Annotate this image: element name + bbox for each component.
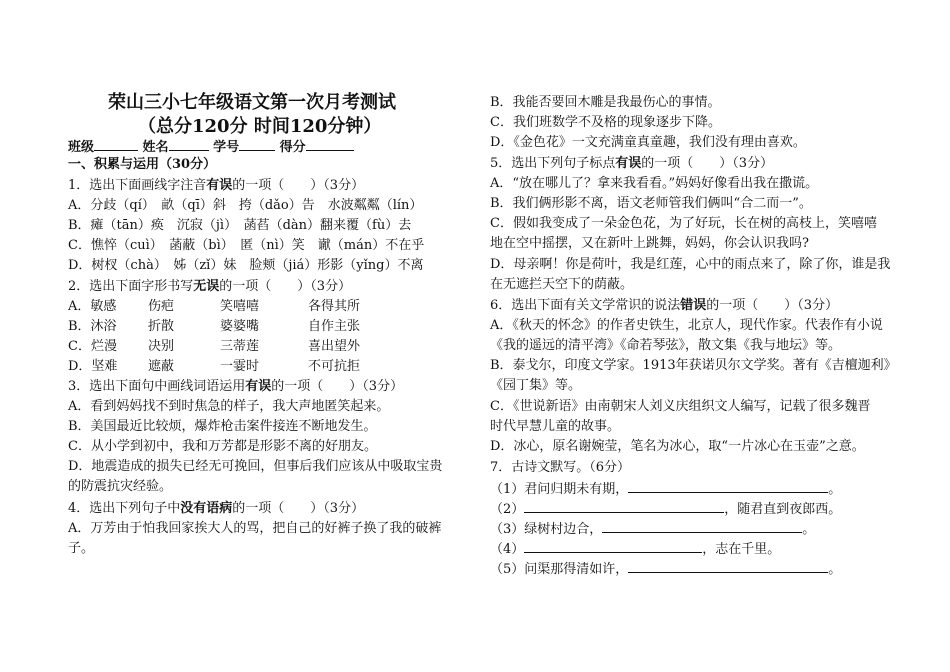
q6-option-c-cont: 时代早慧儿童的故事。 <box>490 419 621 434</box>
q5-option-a[interactable]: A．“放在哪儿了？拿来我看看。”妈妈好像看出我在撒谎。 <box>490 176 819 191</box>
q4-option-a[interactable]: A．万芳由于怕我回家挨大人的骂，把自己的好裤子换了我的破裤 <box>68 521 442 536</box>
q5-option-c[interactable]: C．假如我变成了一朵金色花，为了好玩，长在树的高枝上，笑嘻嘻 <box>490 216 877 231</box>
score-field[interactable] <box>306 137 354 151</box>
q4-option-a-cont: 子。 <box>68 541 95 556</box>
q1-option-c[interactable]: C．憔悴（cuì） 菡蔽（bì） 匿（nì）笑 谳（mán）不在乎 <box>68 238 425 253</box>
q1-option-a[interactable]: A．分歧（qí） 畝（qī）斜 挎（dǎo）告 水波粼粼（lín） <box>68 198 423 213</box>
q7-line-4: （4） ，志在千里。 <box>490 539 780 557</box>
q4-option-b[interactable]: B．我能否要回木雕是我最伤心的事情。 <box>490 95 721 110</box>
exam-title: 荣山三小七年级语文第一次月考测试 <box>108 92 396 113</box>
q2-option-d[interactable]: D．坚难 遮蔽 一霎时 不可抗拒 <box>68 359 361 374</box>
q2-stem: 2．选出下面字形书写无误的一项（ ）（3分） <box>68 279 352 294</box>
number-label: 学号 <box>213 140 240 155</box>
q6-option-a-cont: 《我的遥远的清平湾》《命若琴弦》，散文集《我与地坛》等。 <box>490 338 842 353</box>
q7-answer-2[interactable] <box>524 499 724 513</box>
q3-option-c[interactable]: C．从小学到初中，我和万芳都是形影不离的好朋友。 <box>68 439 377 454</box>
q7-answer-5[interactable] <box>628 559 828 573</box>
score-label: 得分 <box>279 140 306 155</box>
q2-option-b[interactable]: B．沐浴 折散 婆婆嘴 自作主张 <box>68 319 361 334</box>
q7-answer-3[interactable] <box>602 519 802 533</box>
q7-line-2: （2） ，随君直到夜郎西。 <box>490 499 841 517</box>
q6-option-c[interactable]: C．《世说新语》由南朝宋人刘义庆组织文人编写，记载了很多魏晋 <box>490 399 871 414</box>
q6-option-d[interactable]: D．冰心，原名谢婉莹，笔名为冰心，取“一片冰心在玉壶”之意。 <box>490 439 865 454</box>
q5-option-b[interactable]: B．我们俩形影不离，语文老师管我们俩叫“合二而一”。 <box>490 196 812 211</box>
q7-answer-1[interactable] <box>628 479 828 493</box>
q3-option-d-cont: 的防震抗灾经验。 <box>68 479 173 494</box>
q7-line-5: （5）问渠那得清如许， 。 <box>490 559 841 577</box>
number-field[interactable] <box>239 137 275 151</box>
q4-option-d[interactable]: D．《金色花》一文充满童真童趣，我们没有理由喜欢。 <box>490 135 806 150</box>
section-heading: 一、积累与运用（30分） <box>68 157 217 172</box>
exam-subtitle: （总分120分 时间120分钟） <box>138 116 382 137</box>
q6-option-b-cont: 《园丁集》等。 <box>490 378 582 393</box>
q7-line-1: （1）君问归期未有期， 。 <box>490 479 841 497</box>
q1-stem: 1．选出下面画线字注音有误的一项（ ）（3分） <box>68 178 365 193</box>
q5-option-c-cont: 地在空中摇摆，又在新叶上跳舞，妈妈，你会认识我吗? <box>490 236 809 251</box>
q4-stem: 4．选出下列句子中没有语病的一项（ ）（3分） <box>68 501 365 516</box>
q5-option-d-cont: 在无遮拦天空下的荫蔽。 <box>490 277 634 292</box>
class-field[interactable] <box>94 137 138 151</box>
q4-option-c[interactable]: C．我们班数学不及格的现象逐步下降。 <box>490 115 721 130</box>
q1-option-b[interactable]: B．瘫（tān）痪 沉寂（jì） 菡萏（dàn）翻来覆（fù）去 <box>68 218 412 233</box>
q6-option-b[interactable]: B．泰戈尔，印度文学家。1913年获诺贝尔文学奖。著有《吉檀迦利》 <box>490 358 897 373</box>
q5-stem: 5．选出下列句子标点有误的一项（ ）（3分） <box>490 156 774 171</box>
class-label: 班级 <box>68 140 95 155</box>
q2-option-c[interactable]: C．烂漫 决别 三蒂莲 喜出望外 <box>68 339 361 354</box>
q7-line-3: （3）绿树村边合， 。 <box>490 519 815 537</box>
q2-option-a[interactable]: A．敏感 伤疤 笑嘻嘻 各得其所 <box>68 299 361 314</box>
q3-option-d[interactable]: D．地震造成的损失已经无可挽回，但事后我们应该从中吸取宝贵 <box>68 459 443 474</box>
q6-option-a[interactable]: A．《秋天的怀念》的作者史铁生，北京人，现代作家。代表作有小说 <box>490 318 883 333</box>
q3-stem: 3．选出下面句中画线词语运用有误的一项（ ）（3分） <box>68 379 404 394</box>
q7-stem: 7．古诗文默写。（6分） <box>490 460 631 475</box>
q3-option-b[interactable]: B．美国最近比较烦，爆炸枪击案件接连不断地发生。 <box>68 419 377 434</box>
name-label: 姓名 <box>142 140 169 155</box>
student-info-row <box>68 137 354 155</box>
q7-answer-4[interactable] <box>524 539 702 553</box>
q1-option-d[interactable]: D．树杈（chà） 姊（zǐ）妹 脸颊（jiá）形影（yǐng）不离 <box>68 258 424 273</box>
q3-option-a[interactable]: A．看到妈妈找不到时焦急的样子，我大声地匿笑起来。 <box>68 399 390 414</box>
q6-stem: 6．选出下面有关文学常识的说法错误的一项（ ）（3分） <box>490 298 839 313</box>
q5-option-d[interactable]: D．母亲啊！你是荷叶，我是红莲，心中的雨点来了，除了你，谁是我 <box>490 257 891 272</box>
name-field[interactable] <box>169 137 209 151</box>
